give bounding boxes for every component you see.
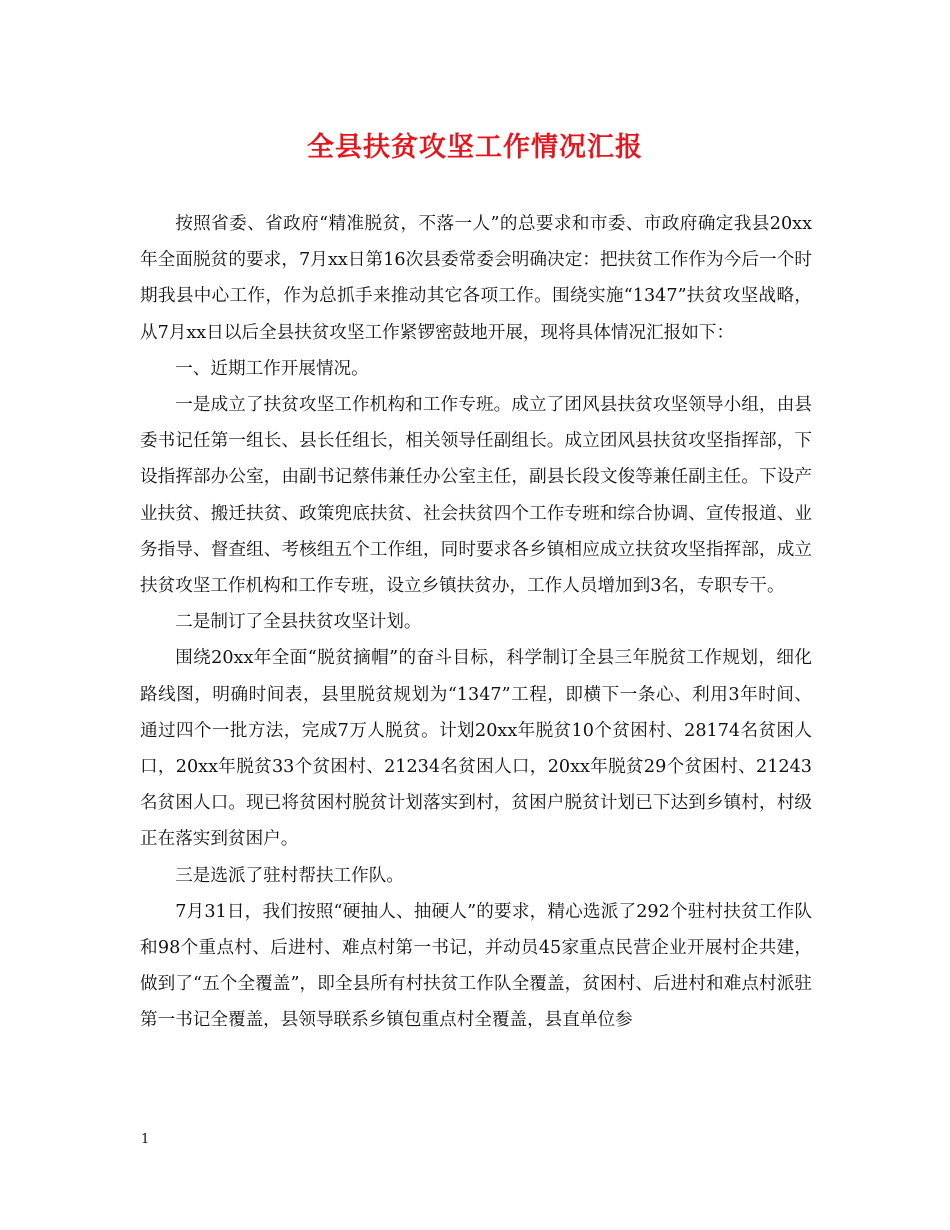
document-title: 全县扶贫攻坚工作情况汇报 xyxy=(307,132,643,163)
document-body xyxy=(140,206,812,1039)
paragraph-team-heading: 三是选派了驻村帮扶工作队。 xyxy=(175,865,404,886)
paragraph-plan: 围绕20xx年全面“脱贫摘帽”的奋斗目标，科学制订全县三年脱贫工作规划，细化路线图，明确时间表，县里脱贫规划为“1347”工程，即横下一条心、利用3年时间、通过四个一批方法，完成7万人脱贫。计划20xx年脱贫10个贫困村、28174名贫困人口，20xx年脱贫33个贫困村、21234名贫困人口，20xx年脱贫29个贫困村、21243名贫困人口。现已将贫困村脱贫计划落实到村，贫困户脱贫计划已下达到乡镇村，村级正在落实到贫困户。 xyxy=(140,648,812,850)
page-number: 1 xyxy=(141,1132,150,1147)
section-heading-recent-work: 一、近期工作开展情况。 xyxy=(175,358,369,379)
paragraph-team: 7月31日，我们按照“硬抽人、抽硬人”的要求，精心选派了292个驻村扶贫工作队和98个重点村、后进村、难点村第一书记，并动员45家重点民营企业开展村企共建，做到了“五个全覆盖”，即全县所有村扶贫工作队全覆盖，贫困村、后进村和难点村派驻第一书记全覆盖，县领导联系乡镇包重点村全覆盖，县直单位参 xyxy=(140,901,812,1031)
paragraph-intro: 按照省委、省政府“精准脱贫，不落一人”的总要求和市委、市政府确定我县20xx年全面脱贫的要求，7月xx日第16次县委常委会明确决定：把扶贫工作作为今后一个时期我县中心工作，作为总抓手来推动其它各项工作。围绕实施“1347”扶贫攻坚战略，从7月xx日以后全县扶贫攻坚工作紧锣密鼓地开展，现将具体情况汇报如下： xyxy=(140,214,812,343)
paragraph-organization: 一是成立了扶贫攻坚工作机构和工作专班。成立了团风县扶贫攻坚领导小组，由县委书记任第一组长、县长任组长，相关领导任副组长。成立团风县扶贫攻坚指挥部，下设指挥部办公室，由副书记蔡伟兼任办公室主任，副县长段文俊等兼任副主任。下设产业扶贫、搬迁扶贫、政策兜底扶贫、社会扶贫四个工作专班和综合协调、宣传报道、业务指导、督查组、考核组五个工作组，同时要求各乡镇相应成立扶贫攻坚指挥部，成立扶贫攻坚工作机构和工作专班，设立乡镇扶贫办，工作人员增加到3名，专职专干。 xyxy=(140,395,812,597)
paragraph-plan-heading: 二是制订了全县扶贫攻坚计划。 xyxy=(175,612,422,633)
